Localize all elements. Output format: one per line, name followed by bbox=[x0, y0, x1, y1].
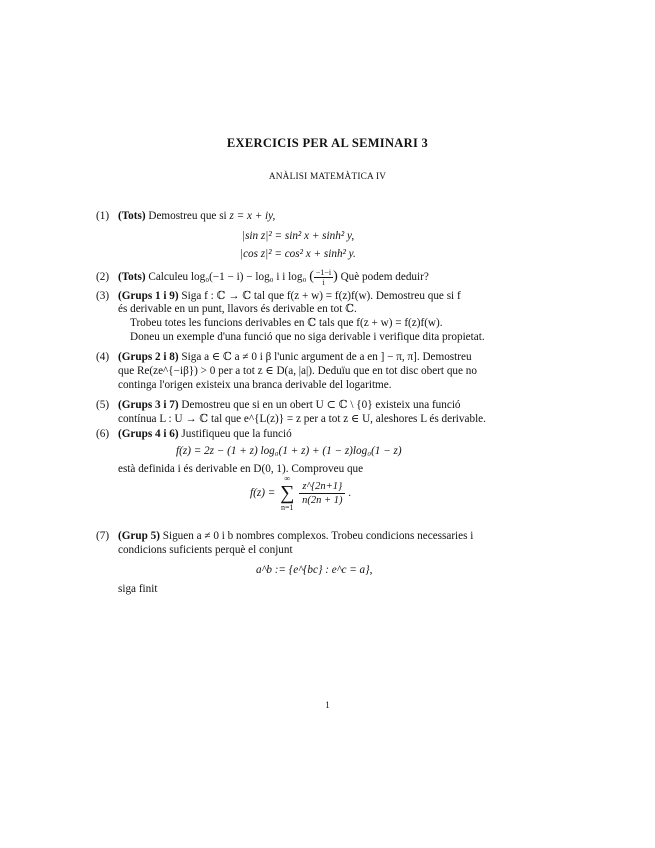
page-title: EXERCICIS PER AL SEMINARI 3 bbox=[226, 136, 429, 150]
exercise-1-number: (1) bbox=[96, 210, 110, 222]
exercise-6-line-1: (Grups 4 i 6) Justifiqueu que la funció bbox=[118, 428, 292, 440]
exercise-7-line-2: condicions suficients perquè el conjunt bbox=[118, 544, 293, 556]
exercise-5-group: (Grups 3 i 7) bbox=[118, 399, 179, 411]
exercise-6-line-2: està definida i és derivable en D(0, 1). Comproveu que bbox=[118, 463, 364, 475]
exercise-6-function-equation: f(z) = 2z − (1 + z) log₀(1 + z) + (1 − z)log₀(1 − z) bbox=[176, 445, 402, 457]
exercise-5-number: (5) bbox=[96, 399, 110, 411]
exercise-6-group: (Grups 4 i 6) bbox=[118, 428, 179, 440]
exercise-3-line-3: Trobeu totes les funcions derivables en ℂ tals que f(z + w) = f(z)f(w). bbox=[130, 317, 443, 329]
exercise-2-fraction: $\frac{-1-i}{i}$ bbox=[315, 268, 332, 287]
exercise-4-number: (4) bbox=[96, 351, 110, 363]
page-number: 1 bbox=[325, 700, 330, 710]
exercise-1-group: (Tots) bbox=[118, 210, 146, 222]
exercise-7-set-equation: a^b := {e^{bc} : e^c = a}, bbox=[256, 564, 373, 576]
exercise-4-line-2: que Re(ze^{−iβ}) > 0 per a tot z ∈ D(a, |a|). Deduïu que en tot disc obert que no bbox=[118, 365, 477, 377]
exercise-7-number: (7) bbox=[96, 530, 110, 542]
exercise-1-equation-2: |cos z|² = cos² x + sinh² y. bbox=[240, 248, 356, 260]
exercise-5-line-1: (Grups 3 i 7) Demostreu que si en un obert U ⊂ ℂ \ {0} existeix una funció bbox=[118, 399, 461, 411]
exercise-7-line-3: siga finit bbox=[118, 583, 158, 595]
exercise-2-statement: (Tots) Calculeu log₀(−1 − i) − log₀ i i log₀ ( $\frac{-1-i}{i}$ ) Què podem deduir? bbox=[118, 268, 429, 287]
exercise-3-line-1: (Grups 1 i 9) Siga f : ℂ → ℂ tal que f(z + w) = f(z)f(w). Demostreu que si f bbox=[118, 290, 461, 302]
exercise-3-number: (3) bbox=[96, 290, 110, 302]
exercise-3-line-2: és derivable en un punt, llavors és derivable en tot ℂ. bbox=[118, 303, 357, 315]
exercise-1-statement: (Tots) Demostreu que si z = x + iy, bbox=[118, 210, 276, 222]
exercise-4-group: (Grups 2 i 8) bbox=[118, 351, 179, 363]
series-fraction: $\frac{z\^{}\{2n+1\}}{n(2n + 1)}$ bbox=[299, 480, 345, 507]
exercise-6-number: (6) bbox=[96, 428, 110, 440]
exercise-4-line-3: continga l'origen existeix una branca derivable del logaritme. bbox=[118, 379, 392, 391]
exercise-1-equation-1: |sin z|² = sin² x + sinh² y, bbox=[242, 230, 355, 242]
exercise-2-group: (Tots) bbox=[118, 271, 146, 284]
exercise-7-group: (Grup 5) bbox=[118, 530, 160, 542]
summation-symbol: ∞ ∑ n=1 bbox=[280, 474, 295, 512]
exercise-3-group: (Grups 1 i 9) bbox=[118, 290, 179, 302]
page-subtitle: ANÀLISI MATEMÀTICA IV bbox=[268, 172, 387, 182]
exercise-4-line-1: (Grups 2 i 8) Siga a ∈ ℂ a ≠ 0 i β l'unic argument de a en ] − π, π]. Demostreu bbox=[118, 351, 472, 363]
exercise-3-line-4: Doneu un exemple d'una funció que no siga derivable i verifique dita propietat. bbox=[130, 331, 485, 343]
exercise-7-line-1: (Grup 5) Siguen a ≠ 0 i b nombres complexos. Trobeu condicions necessaries i bbox=[118, 530, 474, 542]
exercise-5-line-2: contínua L : U → ℂ tal que e^{L(z)} = z per a tot z ∈ U, aleshores L és derivable. bbox=[118, 413, 486, 425]
exercise-6-series-equation: f(z) = ∞ ∑ n=1 $\frac{z\^{}\{2n+1\}}{n(2n + 1)}$ . bbox=[250, 474, 352, 512]
exercise-2-number: (2) bbox=[96, 271, 110, 283]
